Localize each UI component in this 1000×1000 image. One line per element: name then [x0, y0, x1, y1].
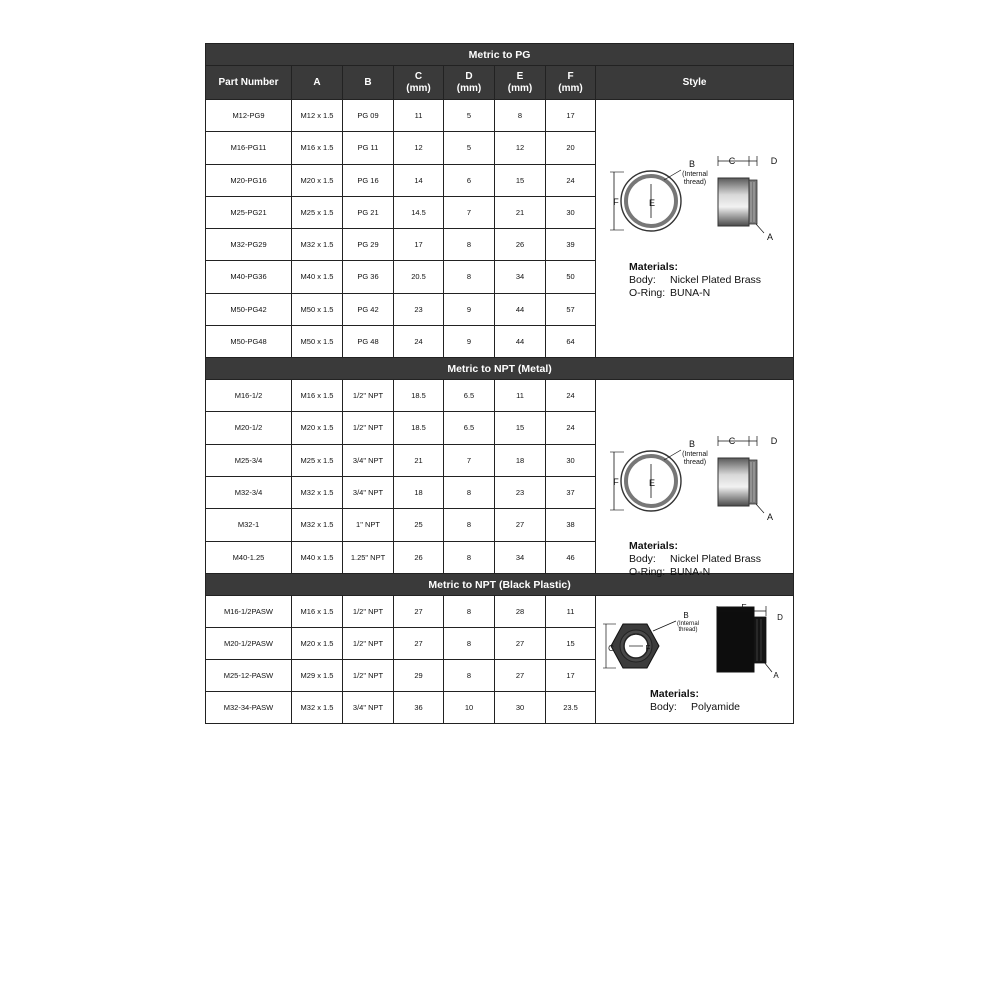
table-cell: M25-12-PASW: [206, 660, 292, 692]
table-cell: PG 36: [343, 261, 394, 293]
table-cell: 7: [444, 196, 495, 228]
column-header-line: (mm): [456, 82, 482, 94]
label-d: D: [770, 436, 778, 446]
section-header: [206, 44, 794, 66]
materials-title: Materials:: [629, 261, 679, 273]
column-header-c: [394, 66, 444, 100]
table-cell: M40-PG36: [206, 261, 292, 293]
table-cell: M25-PG21: [206, 196, 292, 228]
table-cell: PG 42: [343, 293, 394, 325]
table-cell: 11: [495, 380, 546, 412]
table-cell: 30: [546, 196, 596, 228]
table-cell: M25 x 1.5: [292, 196, 343, 228]
column-header-line: E: [516, 70, 524, 82]
table-body: [206, 44, 794, 724]
style-illustration-cell: [596, 380, 794, 578]
material-key: Body:: [629, 274, 656, 286]
column-header-d: [444, 66, 495, 100]
table-cell: 1/2" NPT: [343, 628, 394, 660]
table-cell: 15: [546, 628, 596, 660]
adapter-body: [717, 607, 754, 672]
table-cell: M50-PG48: [206, 325, 292, 357]
table-cell: M32 x 1.5: [292, 229, 343, 261]
table-cell: 6.5: [444, 412, 495, 444]
table-cell: 38: [546, 509, 596, 541]
table-cell: 1/2" NPT: [343, 380, 394, 412]
table-cell: M16 x 1.5: [292, 132, 343, 164]
table-cell: 8: [444, 476, 495, 508]
section-header: [206, 358, 794, 380]
table-cell: M16 x 1.5: [292, 380, 343, 412]
material-key: Body:: [650, 701, 677, 713]
label-b: B: [683, 611, 689, 620]
table-cell: 18.5: [394, 380, 444, 412]
table-cell: M16-PG11: [206, 132, 292, 164]
materials-block: [629, 261, 761, 300]
table-cell: 29: [394, 660, 444, 692]
label-e: E: [741, 603, 747, 612]
label-b-note: thread): [683, 179, 707, 186]
table-cell: 25: [394, 509, 444, 541]
style-illustration-cell: [596, 100, 794, 358]
table-cell: M20-1/2PASW: [206, 628, 292, 660]
table-cell: 10: [444, 692, 495, 724]
adapter-spec-table: [205, 43, 794, 724]
materials-title: Materials:: [650, 688, 700, 700]
table-cell: 1.25" NPT: [343, 541, 394, 573]
table-cell: 28: [495, 596, 546, 628]
table-cell: 44: [495, 325, 546, 357]
label-d: D: [777, 613, 783, 622]
table-cell: M40-1.25: [206, 541, 292, 573]
table-cell: 6: [444, 164, 495, 196]
table-cell: M20-PG16: [206, 164, 292, 196]
section-title: Metric to NPT (Black Plastic): [206, 574, 794, 596]
materials-block: [650, 688, 740, 714]
label-c: C: [728, 436, 736, 446]
table-cell: M16-1/2: [206, 380, 292, 412]
column-header-a: A: [292, 66, 343, 100]
table-cell: M32-PG29: [206, 229, 292, 261]
spec-sheet: [205, 43, 793, 724]
table-cell: 14.5: [394, 196, 444, 228]
column-header-row: [206, 66, 794, 100]
table-cell: 17: [546, 100, 596, 132]
label-b: B: [688, 439, 696, 449]
column-header-f: [546, 66, 596, 100]
table-cell: 5: [444, 100, 495, 132]
table-cell: PG 16: [343, 164, 394, 196]
material-value: Nickel Plated Brass: [670, 553, 762, 565]
table-cell: M50-PG42: [206, 293, 292, 325]
table-cell: PG 09: [343, 100, 394, 132]
table-cell: 11: [394, 100, 444, 132]
material-row: [629, 553, 761, 566]
table-cell: 27: [394, 628, 444, 660]
label-b-note: (Internal: [676, 621, 700, 627]
table-cell: 7: [444, 444, 495, 476]
table-cell: 5: [444, 132, 495, 164]
table-cell: 8: [444, 541, 495, 573]
table-cell: M16 x 1.5: [292, 596, 343, 628]
table-cell: 30: [495, 692, 546, 724]
table-cell: M32-34-PASW: [206, 692, 292, 724]
table-cell: 9: [444, 325, 495, 357]
table-cell: 9: [444, 293, 495, 325]
section-title: Metric to PG: [206, 44, 794, 66]
table-cell: M40 x 1.5: [292, 541, 343, 573]
table-cell: M32 x 1.5: [292, 509, 343, 541]
table-cell: 23: [394, 293, 444, 325]
table-cell: 18: [394, 476, 444, 508]
table-cell: 34: [495, 541, 546, 573]
table-cell: 64: [546, 325, 596, 357]
table-cell: 15: [495, 164, 546, 196]
table-cell: 26: [394, 541, 444, 573]
table-cell: 20.5: [394, 261, 444, 293]
table-cell: 1/2" NPT: [343, 660, 394, 692]
label-d: D: [770, 156, 778, 166]
table-cell: 50: [546, 261, 596, 293]
table-cell: M16-1/2PASW: [206, 596, 292, 628]
table-row: [206, 596, 794, 628]
table-cell: 8: [444, 596, 495, 628]
table-cell: 30: [546, 444, 596, 476]
material-key: Body:: [629, 553, 656, 565]
column-header-style: Style: [596, 66, 794, 100]
label-b-note: (Internal: [682, 171, 708, 178]
adapter-body: [718, 458, 749, 506]
material-key: O-Ring:: [629, 566, 666, 578]
table-cell: 1" NPT: [343, 509, 394, 541]
table-cell: 14: [394, 164, 444, 196]
style-illustration: [596, 596, 793, 723]
table-cell: 27: [495, 660, 546, 692]
style-illustration-cell: [596, 596, 794, 724]
table-cell: 12: [495, 132, 546, 164]
table-cell: PG 11: [343, 132, 394, 164]
table-cell: 8: [444, 660, 495, 692]
table-cell: 8: [495, 100, 546, 132]
table-cell: M25 x 1.5: [292, 444, 343, 476]
table-cell: 20: [546, 132, 596, 164]
table-cell: 3/4" NPT: [343, 476, 394, 508]
table-cell: 24: [546, 164, 596, 196]
table-cell: M29 x 1.5: [292, 660, 343, 692]
label-b-note: (Internal: [682, 451, 708, 458]
label-e: E: [648, 478, 656, 488]
label-e: E: [648, 198, 656, 208]
table-cell: M32 x 1.5: [292, 476, 343, 508]
style-illustration: [596, 100, 793, 357]
table-cell: 3/4" NPT: [343, 692, 394, 724]
table-cell: 57: [546, 293, 596, 325]
section-title: Metric to NPT (Metal): [206, 358, 794, 380]
table-cell: M20 x 1.5: [292, 164, 343, 196]
table-cell: 8: [444, 509, 495, 541]
table-cell: 1/2" NPT: [343, 596, 394, 628]
table-cell: 27: [495, 509, 546, 541]
table-cell: 8: [444, 229, 495, 261]
table-row: [206, 380, 794, 412]
material-value: BUNA-N: [670, 287, 711, 299]
table-cell: 8: [444, 261, 495, 293]
adapter-body: [718, 178, 749, 226]
table-cell: 24: [546, 380, 596, 412]
table-cell: 37: [546, 476, 596, 508]
column-header-line: C: [414, 70, 423, 82]
table-cell: 27: [495, 628, 546, 660]
table-cell: M20 x 1.5: [292, 412, 343, 444]
column-header-line: (mm): [406, 82, 431, 94]
column-header-b: B: [343, 66, 394, 100]
table-cell: 3/4" NPT: [343, 444, 394, 476]
label-c: C: [728, 156, 736, 166]
materials-block: [629, 540, 761, 579]
metal-adapter-drawing: [596, 100, 794, 357]
table-cell: 36: [394, 692, 444, 724]
column-header-line: (mm): [507, 82, 533, 94]
material-row: [650, 701, 740, 714]
material-row: [629, 566, 761, 579]
label-b-note: thread): [678, 627, 698, 633]
material-key: O-Ring:: [629, 287, 666, 299]
material-row: [629, 274, 761, 287]
table-cell: 23: [495, 476, 546, 508]
table-cell: 17: [394, 229, 444, 261]
table-cell: 24: [394, 325, 444, 357]
table-row: [206, 100, 794, 132]
label-f: F: [613, 197, 619, 207]
column-header-part-number: Part Number: [206, 66, 292, 100]
material-value: BUNA-N: [670, 566, 711, 578]
table-cell: 1/2" NPT: [343, 412, 394, 444]
table-cell: 23.5: [546, 692, 596, 724]
table-cell: M20 x 1.5: [292, 628, 343, 660]
table-cell: M50 x 1.5: [292, 325, 343, 357]
table-cell: M32-3/4: [206, 476, 292, 508]
label-a: A: [766, 512, 774, 522]
column-header-line: (mm): [558, 82, 583, 94]
table-cell: M32 x 1.5: [292, 692, 343, 724]
label-f: F: [645, 644, 651, 653]
table-cell: 17: [546, 660, 596, 692]
table-cell: 8: [444, 628, 495, 660]
style-illustration: [596, 380, 793, 578]
label-a: A: [773, 671, 779, 680]
table-cell: M12-PG9: [206, 100, 292, 132]
table-cell: 26: [495, 229, 546, 261]
table-cell: 21: [495, 196, 546, 228]
table-cell: M12 x 1.5: [292, 100, 343, 132]
label-a: A: [766, 232, 774, 242]
table-cell: 24: [546, 412, 596, 444]
table-cell: 12: [394, 132, 444, 164]
materials-title: Materials:: [629, 540, 679, 552]
material-value: Polyamide: [691, 701, 741, 713]
table-cell: M20-1/2: [206, 412, 292, 444]
label-b: B: [688, 159, 696, 169]
table-cell: 21: [394, 444, 444, 476]
table-cell: M32-1: [206, 509, 292, 541]
column-header-e: [495, 66, 546, 100]
material-value: Nickel Plated Brass: [670, 274, 762, 286]
table-cell: M50 x 1.5: [292, 293, 343, 325]
table-cell: 15: [495, 412, 546, 444]
table-cell: PG 21: [343, 196, 394, 228]
table-cell: 6.5: [444, 380, 495, 412]
table-cell: 27: [394, 596, 444, 628]
material-row: [629, 287, 761, 300]
column-header-line: F: [567, 70, 574, 82]
label-c: C: [608, 644, 614, 653]
table-cell: 44: [495, 293, 546, 325]
table-cell: PG 48: [343, 325, 394, 357]
table-cell: 46: [546, 541, 596, 573]
table-cell: PG 29: [343, 229, 394, 261]
table-cell: 39: [546, 229, 596, 261]
column-header-line: D: [465, 70, 473, 82]
label-b-note: thread): [683, 459, 707, 466]
table-cell: 18.5: [394, 412, 444, 444]
table-cell: M40 x 1.5: [292, 261, 343, 293]
table-cell: M25-3/4: [206, 444, 292, 476]
label-f: F: [613, 477, 619, 487]
table-cell: 18: [495, 444, 546, 476]
table-cell: 34: [495, 261, 546, 293]
table-cell: 11: [546, 596, 596, 628]
